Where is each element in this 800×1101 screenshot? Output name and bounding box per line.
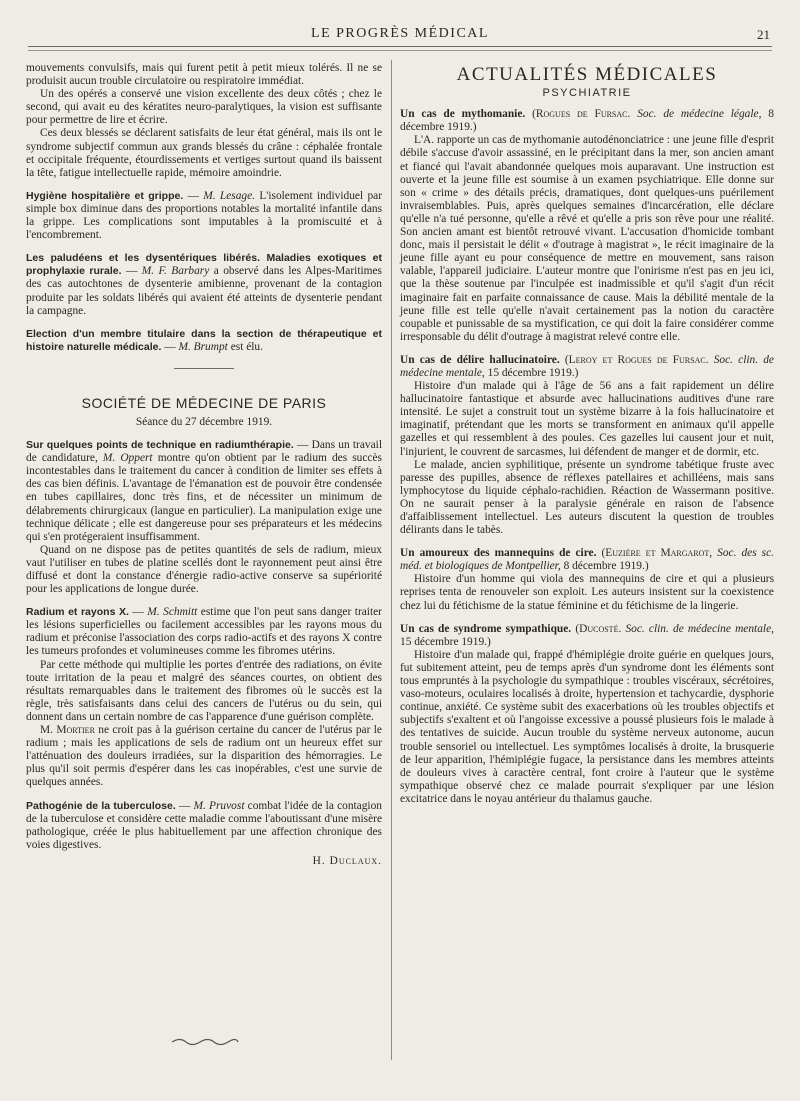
news-text: a observé dans les Alpes-Maritimes des cas autochtones de dysenterie amibienne, provenant de la contagion produite par les soldats libérés qui avaient été atteints de dysenterie pendant la campagne. (26, 265, 382, 317)
report-author: M. Oppert (102, 452, 153, 465)
article-journal: Soc. clin. de médecine mentale, (400, 353, 774, 379)
article-authors: (Rogues de Fursac. (532, 108, 631, 121)
news-author: M. F. Barbary (141, 265, 210, 278)
intro-paragraph: Ces deux blessés se déclarent satisfaits de leur état général, mais ils ont le syndrome subjectif commun aux grands blessés du crâne : céphalée frontale et occipitale fréquente, étourdissements et vertiges surtout quand ils baissent la tête, fatigue intellectuelle rapide, mémoire amoindrie. (26, 127, 382, 179)
news-item-election: Election d'un membre titulaire dans la section de thérapeutique et histoire naturelle médicale. — M. Brumpt est élu. (26, 327, 382, 353)
article-authors: (Leroy et Rogues de Fursac. (564, 353, 709, 366)
journal-title: LE PROGRÈS MÉDICAL (311, 26, 489, 41)
news-title: Election d'un membre titulaire dans la section de thérapeutique et histoire naturelle médicale. (26, 327, 382, 353)
news-item-hygiene: Hygiène hospitalière et grippe. — M. Lesage. L'isolement individuel par simple box diminue dans des proportions notables la mortalité infantile dans la grippe. Les complications sont imputables à la promiscuité et à l'encombrement. (26, 189, 382, 242)
society-session: Séance du 27 décembre 1919. (135, 415, 273, 428)
article-date: 8 décembre 1919.) (563, 560, 649, 573)
signature: H. Duclaux. (312, 854, 382, 867)
left-column (26, 62, 382, 878)
report-author: M. Schmitt (147, 606, 198, 619)
news-author: M. Brumpt (178, 340, 228, 353)
report-text: combat l'idée de la contagion de la tuberculose et considère cette maladie comme l'aboutissant d'une misère pathologique, créée le plus habituellement par une affection chronique des voies digestives. (26, 799, 382, 851)
article-journal: Soc. clin. de médecine mentale, (625, 622, 774, 635)
article-title: Un cas de mythomanie. (400, 108, 526, 121)
article-journal: Soc. de médecine légale, (637, 108, 762, 121)
article-paragraph: Histoire d'un malade qui, frappé d'hémiplégie droite guérie en quelques jours, fut subitement atteint, peu de temps après d'un syndrome dont les éléments sont tous empruntés à la psychologie du sympathique : troubles viscéraux, sécrétoires, vaso-moteurs, oculaires localisés à droite, hypertension et tachycardie, dysphorie continue, anxiété. Ce système subit des exacerbations où les troubles objectifs et subjectifs s'exaltent et où l'angoisse excessive a poussé plusieurs fois le malade à des tentatives de suicide. Aucun trouble du système nerveux autonome, aucun trouble sensoriel ou intellectuel. Les symptômes localisés à droite, la brusquerie de leur apparition, l'hémiplégie fugace, la persistance dans les membres atteints de douleurs vives à caractère central, font croire à l'auteur que le système sympathique observé chez ce malade pourrait s'expliquer par une lésion excitatrice dans le noyau antérieur du thalamus gauche. (400, 648, 774, 805)
header-rule (28, 50, 772, 51)
report-text: estime que l'on peut sans danger traiter les lésions superficielles ou facilement accessibles par les rayons mous du radium et préconise l'association des corps radio-actifs et des rayons X contre les tumeurs profondes et volumineuses comme les fibromes utérins. (26, 606, 382, 658)
report-tuberculose: Pathogénie de la tuberculose. — M. Pruvost combat l'idée de la contagion de la tuberculose et considère cette maladie comme l'aboutissant d'une misère pathologique, créée le plus habituellement par une affection chronique des voies digestives. H. Duclaux. (26, 799, 382, 867)
article-paragraph: Le malade, ancien syphilitique, présente un syndrome tabétique fruste avec paresse des pupilles, absence de réflexes patellaires et achilléens, mais sans lymphocytose du liquide céphalo-rachidien. Réaction de Wassermann positive. On ne saurait penser à la paralysie générale en raison de l'absence d'affaiblissement intellectuel. Les auteurs discutent la question de troubles délirants dans le tabès. (400, 458, 774, 537)
article-title: Un amoureux des mannequins de cire. (400, 547, 597, 560)
report-author: M. Mortier (40, 724, 95, 737)
news-text: L'isolement individuel par simple box diminue dans des proportions notables la mortalité infantile dans la grippe. Les complications sont imputables à la promiscuité et à l'encombrement. (26, 189, 382, 242)
report-paragraph: ne croit pas à la guérison certaine du cancer de l'utérus par le radium ; mais les applications de sels de radium ont un heureux effet sur l'atténuation des douleurs irradiées, sur la disparition des hémorragies. Le plus qu'il soit permis d'espérer dans les cas inopérables, c'est une survie de quelques années. (26, 724, 382, 789)
page-number: 21 (757, 27, 770, 42)
intro-paragraph: Un des opérés a conservé une vision excellente des deux côtés ; chez le second, qui avait eu des kératites neuro-paralytiques, la vision est suffisante pour permettre de lire et écrire. (26, 88, 382, 127)
article-title: Un cas de syndrome sympathique. (400, 622, 572, 635)
news-title: Les paludéens et les dysentériques libérés. Maladies exotiques et prophylaxie rurale. (26, 252, 382, 278)
article-journal: Soc. des sc. méd. et biologiques de Montpellier, (400, 547, 774, 573)
intro-paragraph: mouvements convulsifs, mais qui furent petit à petit mieux tolérés. Il ne se produisit aucun trouble circulatoire ou respiratoire immédiat. (26, 62, 382, 88)
report-title: Sur quelques points de technique en radiumthérapie. (26, 439, 294, 452)
article-sympathique (400, 623, 774, 806)
report-paragraph: Par cette méthode qui multiplie les portes d'entrée des radiations, on évite toute irritation de la peau et malgré des séances courtes, on obtient des résultats remarquables dans le traitement des fibromes où le succès est la règle, très satisfaisants dans celui des cancers de l'utérus ou du sein, qui donnent dans un certain nombre de cas l'apparence d'une guérison complète. (26, 658, 382, 723)
column-divider (391, 60, 392, 1060)
ornament-flourish (170, 1036, 240, 1048)
intro-text (26, 62, 382, 180)
page-header (28, 26, 772, 47)
article-paragraph: L'A. rapporte un cas de mythomanie autodénonciatrice : une jeune fille d'esprit débile s'accuse d'avoir assassiné, en le précipitant dans la mer, son ancien amant et fiancé qui l'avait abandonnée quelques mois auparavant. Une instruction est ouverte et la jeune fille est soumise à un examen psychiatrique. Elle donne sur son « crime » des détails précis, dramatiques, dont quelques-uns puérilement invraisemblables. Puis, après quelques semaines d'incarcération, elle déclare qu'elle n'a tué personne, qu'elle a rêvé et qu'elle a pris son rêve pour une réalité. Son ancien amant est bientôt retrouvé vivant. L'accusation d'homicide tombant donc, mais il persistait le délit « d'outrage à magistrat », le récit imaginaire de la jeune fille ayant eu pour conséquence de mettre en mouvement, sans raison valable, l'appareil judiciaire. L'auteur montre que l'onirisme n'est pas en jeu ici, que la thèse soutenue par l'inculpée est inadmissible et qu'il s'agit d'un récit imaginaire fait en parfaite connaissance de cause. Mais la débilité mentale de la jeune fille est telle qu'elle n'avait certainement pas la notion du caractère coupable et punissable de sa mystification, ce qui doit la faire considérer comme irresponsable du délit d'outrage à magistrat relevé contre elle. (400, 134, 774, 343)
report-title: Radium et rayons X. (26, 606, 129, 619)
news-author: M. Lesage. (203, 189, 256, 202)
news-text: est élu. (230, 340, 263, 353)
report-text: Dans un travail de candidature, (26, 439, 382, 465)
article-mannequins (400, 547, 774, 612)
section-title: ACTUALITÉS MÉDICALES (456, 64, 718, 85)
report-radiumtherapie: Sur quelques points de technique en radiumthérapie. — Dans un travail de candidature, M. Oppert montre qu'on obtient par le radium des succès incontestables dans le traitement du cancer à condition de limiter ses effets à des cas bien définis. L'avantage de l'émanation est de pouvoir être condensée en tubes capillaires, donc très fins, et de nécessiter un minimum de délabrements chirurgicaux (langue en particulier). La manipulation exige une technique délicate ; elle est dangereuse pour ses préparateurs et les médecins qui s'en protégeraient insuffisamment. Quand on ne dispose pas de petites quantités de sels de radium, mieux vaut l'utiliser en tubes de platine scellés dont le rayonnement peut ainsi être diffusé et dont la constance d'énergie radio-active conserve sa supériorité pour les applications de longue durée. (26, 439, 382, 596)
article-delire (400, 354, 774, 537)
article-authors: (Euzière et Margarot, (601, 547, 713, 560)
news-item-paludeens: Les paludéens et les dysentériques libérés. Maladies exotiques et prophylaxie rurale. — M. F. Barbary a observé dans les Alpes-Maritimes des cas autochtones de dysenterie amibienne, provenant de la contagion produite par les soldats libérés qui avaient été atteints de dysenterie pendant la campagne. (26, 252, 382, 317)
section-subtitle: PSYCHIATRIE (542, 87, 632, 100)
article-title: Un cas de délire hallucinatoire. (400, 353, 560, 366)
article-paragraph: Histoire d'un malade qui à l'âge de 56 ans a fait rapidement un délire hallucinatoire fantastique et absurde avec hallucinations auditives d'une rare intensité. Le sujet a construit tout un système bizarre à la fois hallucinatoire et imaginatif, prétendant que les morts se transforment en animaux qu'il appelle gazelles et qui ressemblent à des poules. Ces gazelles lui causent jour et nuit, l'injurient, le couvrent de sarcasmes, lui défendent de manger et de dormir, etc. (400, 380, 774, 458)
report-text: montre qu'on obtient par le radium des succès incontestables dans le traitement du cancer à condition de limiter ses effets à des cas bien définis. L'avantage de l'émanation est de pouvoir être condensée en tubes capillaires, donc très fins, et de nécessiter un minimum de délabrements chirurgicaux (langue en particulier). La manipulation exige une technique délicate ; elle est dangereuse pour ses préparateurs et les médecins qui s'en protégeraient insuffisamment. (26, 452, 382, 543)
article-authors: (Ducosté. (575, 622, 622, 635)
society-title: SOCIÉTÉ DE MÉDECINE DE PARIS (81, 394, 327, 411)
news-title: Hygiène hospitalière et grippe. (26, 189, 184, 202)
article-mythomanie (400, 108, 774, 344)
report-title: Pathogénie de la tuberculose. (26, 799, 176, 812)
report-paragraph: Quand on ne dispose pas de petites quantités de sels de radium, mieux vaut l'utiliser en tubes de platine scellés dont le rayonnement peut ainsi être diffusé et dont la constance d'énergie radio-active conserve sa supériorité pour les applications de longue durée. (26, 543, 382, 596)
report-author: M. Pruvost (193, 799, 245, 812)
article-date: 15 décembre 1919.) (487, 366, 579, 379)
report-rayons-x: Radium et rayons X. — M. Schmitt estime que l'on peut sans danger traiter les lésions superficielles ou facilement accessibles par les rayons mous du radium et préconise l'association des corps radio-actifs et des rayons X contre les tumeurs profondes et volumineuses comme les fibromes utérins. Par cette méthode qui multiplie les portes d'entrée des radiations, on évite toute irritation de la peau et malgré des séances courtes, on obtient des résultats remarquables dans le traitement des fibromes où le succès est la règle, très satisfaisants dans celui des cancers de l'utérus ou du sein, qui donnent dans un certain nombre de cas l'apparence d'une guérison complète. M. Mortier ne croit pas à la guérison certaine du cancer de l'utérus par le radium ; mais les applications de sels de radium ont un heureux effet sur l'atténuation des douleurs irradiées, sur la disparition des hémorragies. Le plus qu'il soit permis d'espérer dans les cas inopérables, c'est une survie de quelques années. (26, 606, 382, 789)
article-date: 8 décembre 1919.) (400, 108, 774, 134)
article-date: 15 décembre 1919.) (400, 635, 491, 648)
article-paragraph: Histoire d'un homme qui viola des mannequins de cire et qui a plusieurs reprises tenta de renouveler son exploit. Les auteurs insistent sur la coexistence chez lui du fétichisme de la statue féminine et du fétichisme de la lingerie. (400, 573, 774, 612)
right-column (400, 62, 774, 816)
section-separator (174, 368, 234, 369)
